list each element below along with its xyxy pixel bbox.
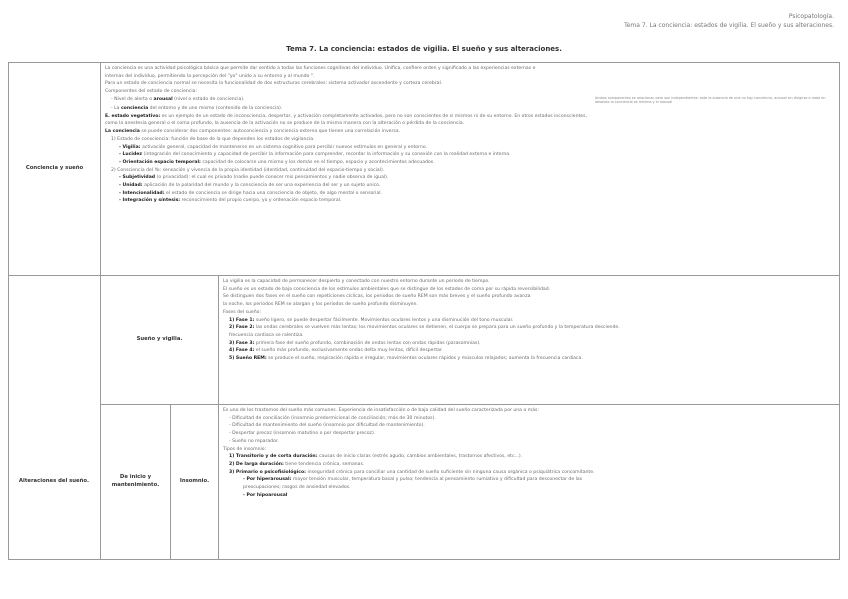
item-unidad: - Unidad: aplicación de la polaridad del mundo y la consciencia de ser una experiencia del ser y un sujeto unico. [119,183,381,189]
empty-cell [9,276,101,560]
topic-name: Tema 7. La conciencia: estados de vigilia. El sueño y sus alteraciones. [624,22,834,29]
summary-table [8,62,840,560]
phase-2-cont: frecuencia cardiaca se ralentiza. [229,332,304,338]
vegetative-state-cont: como la anestesia general o el coma profundo, la ausencia de la activación no se produce de la misma manera con la alteración o pérdida de la conciencia. [105,121,465,127]
definition-line: Para un estado de conciencia normal se necesita la funcionalidad de dos estructuras cerebrales: sistema activador ascendente y corteza cerebral. [105,81,443,87]
hiperarousal-cont: preocupaciones; rasgos de ansiedad elevados. [243,485,351,491]
item-vigilia: - Vigilia: activación general, capacidad de mantenerse en un sistema cognitivo para percibir nuevos estímulos en general y entorno. [119,144,428,150]
page-header [624,12,834,30]
criterion: - Despertar precoz (insomnio matutino o por despertar precoz). [229,431,376,437]
course-name: Psicopatología. [788,13,834,20]
content-insomnio [219,405,840,560]
item-integracion: - Integración y síntesis: reconocimiento del propio cuerpo, yo y ordenación espacio temporal. [119,198,342,204]
definition-line: La conciencia es una actividad psicológica básica que permite dar sentido a todas las funciones cognitivas del individuo. Unifica, confiere orden y significado a las experiencias externas e [105,66,536,71]
phase-rem: 5) Sueño REM: se produce el sueño, respiración rápida e irregular, movimientos oculares rápidos y músculos relajados; aumenta la frecuencia cardiaca. [229,356,583,362]
label-insomnio: Insomnio. [171,405,219,560]
vegetative-state: E. estado vegetativo: es un ejemplo de un estado de inconsciencia, despertar, y activación completamente activados, pero no son conscientes de sí mismos ni de su entorno. En otros estados inconscientes, [105,113,587,119]
type-3: 3) Primario o psicofisiológico: inseguridad crónica para conciliar una cantidad de sueño suficiente sin ninguna causa orgánica o psiquiátrica concomitante. [229,469,595,475]
subsection-2: 2) Consciencia del Yo: sensación y vivencia de la propia identidad (identidad, continuidad del espacio-tiempo y social). [111,167,385,173]
type-1: 1) Transitorio y de corta duración: causas de inicio claras (estrés agudo, cambios ambientales, trastornos afectivos, etc...). [229,454,523,460]
sleep-cycle-cont: la noche, los periodos REM se alargan y los periodos de sueño profundo disminuyen. [223,302,418,308]
phase-3: 3) Fase 3: primera fase del sueño profundo, combinación de ondas lentas con ondas rápidas (parasomnias). [229,340,481,346]
insomnio-intro: Es uno de los trastornos del sueño más comunes. Experiencia de insatisfacción o de baja calidad del sueño caracterizada por una o más: [223,408,539,413]
conciencia-item: - La conciencia del entorno y de uno mismo (contenido de la conciencia). [111,106,283,111]
content-sueno [219,276,840,405]
sleep-cycle: Se distinguen dos fases en el sueño con repeticiones cíclicas, los periodos de sueño REM son más breves y el sueño profundo avanza [223,294,531,300]
phase-1: 1) Fase 1: sueño ligero, se puede despertar fácilmente. Movimientos oculares lentos y una disminución del tono muscular. [229,317,514,323]
type-2: 2) De larga duración: tiene tendencia crónica, semanas. [229,461,365,467]
criterion: - Dificultad de mantenimiento del sueño (insomnio por dificultad de mantenimiento). [229,423,425,429]
sleep-definition: El sueño es un estado de baja consciencia de los estímulos ambientales que se distingue de los estados de coma por su rápida reversibilidad. [223,286,551,292]
label-sueno: Sueño y vigilia. [101,276,219,405]
criterion: - Dificultad de conciliación (insomnio predormicional de conciliación; más de 30 minutos). [229,415,436,421]
phase-4: 4) Fase 4: el sueño más profundo, exclusivamente ondas delta muy lentas, difícil despertar. [229,348,443,354]
arousal-row [105,96,835,105]
phases-title: Fases del sueño: [223,309,261,315]
hipoarousal: - Por hipoarousal [243,492,288,498]
item-subjetividad: - Subjetividad (o privacidad): el cual es privado (nadie puede conocer mis pensamientos y nadie observa de igual). [119,175,389,181]
side-note: Ambos componentes se relacionan pero son independientes: ante la ausencia de una no hay conciencia, arousal sin dirigirse a nada en absoluto la conciencia es mínima y el arousal [595,95,826,105]
label-inicio: De inicio y mantenimiento. [101,405,171,560]
item-lucidez: - Lucidez (integración del conocimiento y capacidad de percibir la información para comprender, recordar la información y su conexión con la realidad externa e interna. [119,152,511,158]
item-orientacion: - Orientación espacio temporal: capacidad de colocarse uno mismo y los demás en el tiempo, espacio y acontecimientos adecuados. [119,159,435,165]
item-intencionalidad: - Intencionalidad: el estado de conciencia se dirige hacia una consciencia de objeto, de algo mental o sensorial. [119,190,383,196]
phase-2: 2) Fase 2: las ondas cerebrales se vuelven más lentas; los movimientos oculares se detienen, el cuerpo se prepara para un sueño profundo y la temperatura desciende. [229,325,620,331]
row-sueno [9,276,840,405]
vigilia-definition: La vigilia es la capacidad de permanecer despierto y conectado con nuestro entorno durante un periodo de tiempo. [223,279,490,284]
consciousness-relation: La conciencia se puede considerar dos componentes: autoconciencia y conciencia externa que tienen una correlación inversa. [105,129,401,135]
components-title: Componentes del estado de conciencia: [105,89,198,95]
page-title: Tema 7. La conciencia: estados de vigilia. El sueño y sus alteraciones. [286,45,562,53]
label-alteraciones: Alteraciones del sueño. [18,478,90,484]
arousal-item: - Nivel de alerta o arousal (nivel o estado de conciencia). [111,96,245,102]
content-conciencia [101,63,840,276]
types-title: Tipos de insomnio: [223,446,267,452]
hiperarousal: - Por hiperarousal: mayor tensión muscular, temperatura basal y pulso; tendencia al pensamiento rumiativo y dificultad para desconectar de las [243,477,583,483]
row-conciencia [9,63,840,276]
row-alteraciones [9,405,840,560]
label-conciencia: Conciencia y sueño [9,63,101,276]
criterion: - Sueño no reparador. [229,438,279,444]
definition-line: internas del individuo, permitiendo la percepción del "yo" unido a su entorno y al mundo ". [105,73,315,79]
subsection-1: 1) Estado de consciencia: función de base de la que dependen los estados de vigilancia. [111,136,315,142]
